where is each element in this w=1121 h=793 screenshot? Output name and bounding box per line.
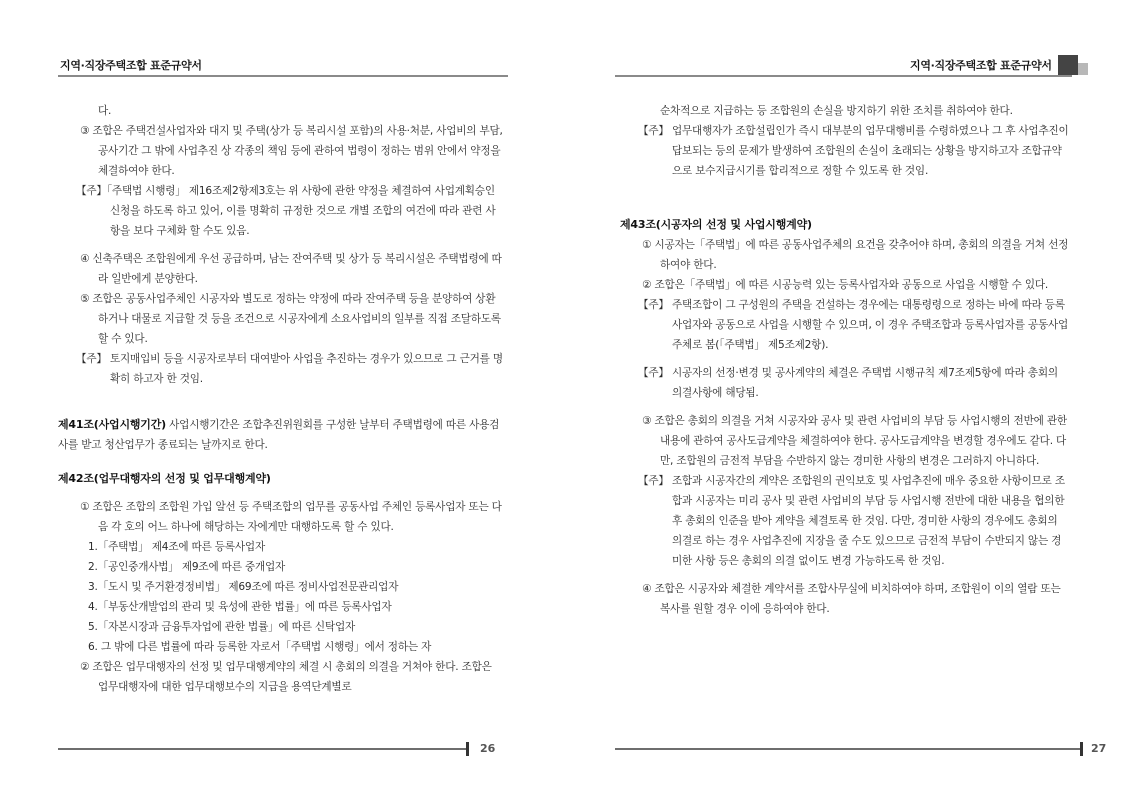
note: 【주】 주택조합이 그 구성원의 주택을 건설하는 경우에는 대통령령으로 정하는 바에 따라 등록사업자와 공동으로 사업을 시행할 수 있으며, 이 경우 주택조합과 등록사업자를 공동사업주체로 봄(「주택법」 제5조제2항).: [638, 299, 1069, 351]
clause-2: ② 조합은「주택법」에 따른 시공능력 있는 등록사업자와 공동으로 사업을 시행할 수 있다.: [642, 279, 1049, 291]
note: 【주】「주택법 시행령」 제16조제2항제3호는 위 사항에 관한 약정을 체결하여 사업계획승인 신청을 하도록 하고 있어, 이를 명확히 규정한 것으로 개별 조합의 여건에 따라 관련 사항을 보다 구체화 할 수도 있음.: [76, 185, 496, 237]
left-page-body: [58, 101, 504, 697]
note: 【주】 조합과 시공자간의 계약은 조합원의 권익보호 및 사업추진에 매우 중요한 사항이므로 조합과 시공자는 미리 공사 및 관련 사업비의 부담 등 사업시행 전반에 대한 내용을 협의한 후 총회의 인준을 받아 계약을 체결토록 한 것임. 다만, 경미한 사항의 경우에도 총회의 의결로 하는 경우 사업추진에 지장을 줄 수도 있으므로 금전적 부담이 수반되지 않는 경미한 사항 등은 총회의 의결 없이도 변경 가능하도록 한 것임.: [638, 475, 1065, 567]
note: 【주】 토지매입비 등을 시공자로부터 대여받아 사업을 추진하는 경우가 있으므로 그 근거를 명확히 하고자 한 것임.: [76, 353, 503, 385]
list-item: 1.「주택법」 제4조에 따른 등록사업자: [88, 541, 265, 553]
header-corner-block: [1058, 55, 1078, 75]
clause-1: ① 조합은 조합의 조합원 가입 알선 등 주택조합의 업무를 공동사업 주체인 등록사업자 또는 다음 각 호의 어느 하나에 해당하는 자에게만 대행하도록 할 수 있다.: [80, 501, 502, 533]
clause-2: ② 조합은 업무대행자의 선정 및 업무대행계약의 체결 시 총회의 의결을 거쳐야 한다. 조합은 업무대행자에 대한 업무대행보수의 지급을 용역단계별로: [80, 661, 492, 693]
page-header-title: 지역·직장주택조합 표준규약서: [60, 59, 202, 72]
right-page: [560, 0, 1121, 793]
list-item: 2.「공인중개사법」 제9조에 따른 중개업자: [88, 561, 286, 573]
page-header-title: 지역·직장주택조합 표준규약서: [910, 59, 1052, 72]
right-page-body: [620, 101, 1070, 619]
clause-4: ④ 신축주택은 조합원에게 우선 공급하며, 남는 잔여주택 및 상가 등 복리시설은 주택법령에 따라 일반에게 분양한다.: [80, 253, 502, 285]
continued-text: 순차적으로 지급하는 등 조합원의 손실을 방지하기 위한 조치를 취하여야 한다.: [660, 105, 1013, 117]
left-page: [0, 0, 560, 793]
header-rule: [58, 75, 508, 77]
clause-3: ③ 조합은 총회의 의결을 거쳐 시공자와 공사 및 관련 사업비의 부담 등 사업시행의 전반에 관한 내용에 관하여 공사도급계약을 체결하여야 한다. 공사도급계약을 변경할 경우에도 같다. 다만, 조합원의 금전적 부담을 수반하지 않는 경미한 사항의 변경은 그러하지 아니하다.: [642, 415, 1067, 467]
list-item: 5.「자본시장과 금융투자업에 관한 법률」에 따른 신탁업자: [88, 621, 356, 633]
list-item: 6. 그 밖에 다른 법률에 따라 등록한 자로서「주택법 시행령」에서 정하는 자: [88, 641, 432, 653]
article-41-title: 제41조(사업시행기간): [58, 418, 166, 431]
footer-marker: [1080, 742, 1083, 756]
note: 【주】 업무대행자가 조합설립인가 즉시 대부분의 업무대행비를 수령하였으나 그 후 사업추진이 답보되는 등의 문제가 발생하여 조합원의 손실이 초래되는 상황을 방지하고자 조합규약으로 보수지급시기를 합리적으로 정할 수 있도록 한 것임.: [638, 125, 1069, 177]
article-43-title: 제43조(시공자의 선정 및 사업시행계약): [620, 218, 812, 231]
list-item: 4.「부동산개발업의 관리 및 육성에 관한 법률」에 따른 등록사업자: [88, 601, 392, 613]
footer-marker: [466, 742, 469, 756]
article-42-title: 제42조(업무대행자의 선정 및 업무대행계약): [58, 472, 271, 485]
list-item: 3.「도시 및 주거환경정비법」 제69조에 따른 정비사업전문관리업자: [88, 581, 399, 593]
clause-1: ① 시공자는「주택법」에 따른 공동사업주체의 요건을 갖추어야 하며, 총회의 의결을 거쳐 선정하여야 한다.: [642, 239, 1069, 271]
continued-text: 다.: [98, 105, 112, 117]
header-rule: [615, 75, 1072, 77]
clause-3: ③ 조합은 주택건설사업자와 대지 및 주택(상가 등 복리시설 포함)의 사용·처분, 사업비의 부담, 공사기간 그 밖에 사업추진 상 각종의 책임 등에 관하여 법령이 정하는 범위 안에서 약정을 체결하여야 한다.: [80, 125, 503, 177]
page-number: 26: [480, 742, 496, 755]
clause-4: ④ 조합은 시공자와 체결한 계약서를 조합사무실에 비치하여야 하며, 조합원이 이의 열람 또는 복사를 원할 경우 이에 응하여야 한다.: [642, 583, 1061, 615]
header-corner-block-light: [1078, 63, 1088, 75]
note: 【주】 시공자의 선정·변경 및 공사계약의 체결은 주택법 시행규칙 제7조제5항에 따라 총회의 의결사항에 해당됨.: [638, 367, 1058, 399]
article-41: [58, 415, 504, 455]
page-number: 27: [1091, 742, 1107, 755]
footer-rule: [58, 748, 466, 750]
footer-rule: [615, 748, 1080, 750]
clause-5: ⑤ 조합은 공동사업주체인 시공자와 별도로 정하는 약정에 따라 잔여주택 등을 분양하여 상환하거나 대물로 지급할 것 등을 조건으로 시공자에게 소요사업비의 일부를 직접 조달하도록 할 수 있다.: [80, 293, 501, 345]
article-41-text: 사업시행기간은 조합추진위원회를 구성한 날부터 주택법령에 따른 사용검사를 받고 청산업무가 종료되는 날까지로 한다.: [58, 419, 500, 451]
